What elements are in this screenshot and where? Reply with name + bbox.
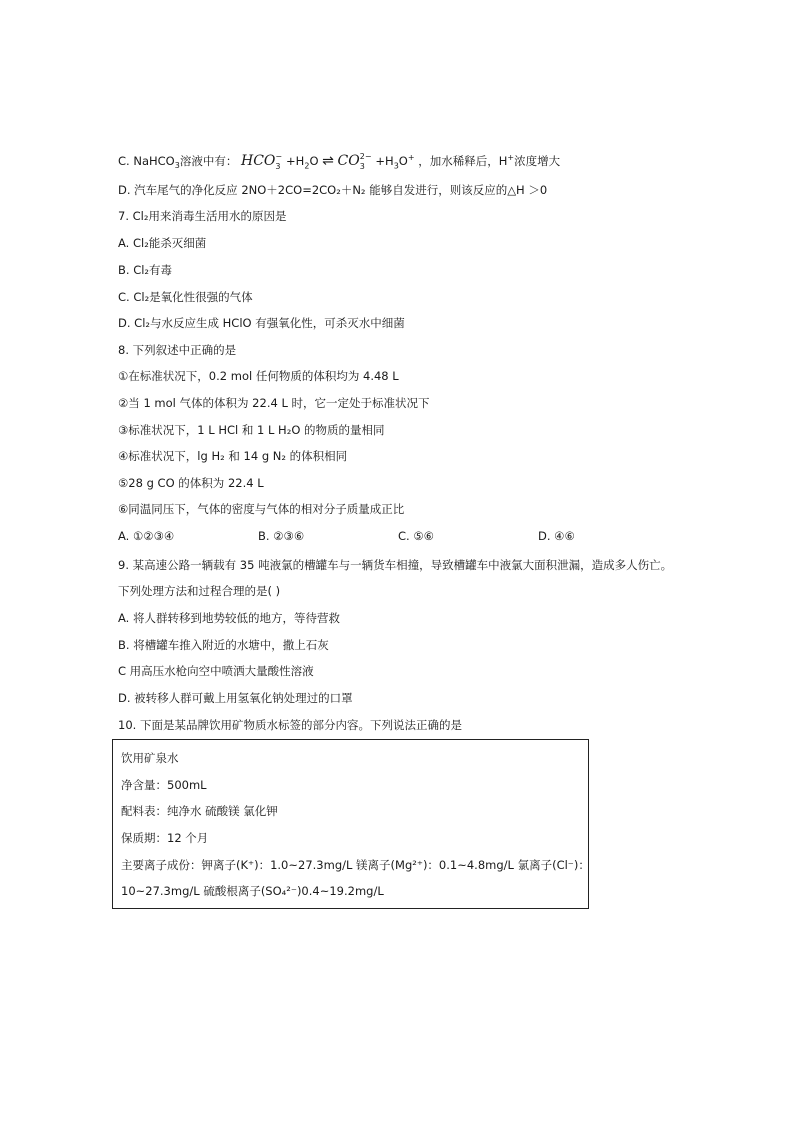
q9-stem-2: 下列处理方法和过程合理的是( ) <box>118 584 281 598</box>
q8-statement-6: ⑥同温同压下，气体的密度与气体的相对分子质量成正比 <box>118 502 405 516</box>
equilibrium-arrow-icon: ⇌ <box>322 152 334 169</box>
option-c-prefix: C. NaHCO <box>118 153 175 168</box>
q7-option-d: D. Cl₂与水反应生成 HClO 有强氧化性，可杀灭水中细菌 <box>118 316 405 330</box>
equation: HCO − 3 $+H_2O$ ⇌ CO 2− 3 $+H_3O^+$ <box>240 151 415 171</box>
q8-statement-4: ④标准状况下，lg H₂ 和 14 g N₂ 的体积相同 <box>118 449 348 463</box>
q8-statement-5: ⑤28 g CO 的体积为 22.4 L <box>118 476 264 490</box>
q10-stem: 10. 下面是某品牌饮用矿物质水标签的部分内容。下列说法正确的是 <box>118 718 462 732</box>
q9-option-c: C 用高压水枪向空中喷洒大量酸性溶液 <box>118 664 314 678</box>
q8-option-c: C. ⑤⑥ <box>398 529 434 543</box>
q7-option-a: A. Cl₂能杀灭细菌 <box>118 236 207 250</box>
q7-stem: 7. Cl₂用来消毒生活用水的原因是 <box>118 209 287 223</box>
label-net-content: 净含量：500mL <box>121 778 207 792</box>
label-title: 饮用矿泉水 <box>121 751 179 765</box>
q7-option-b: B. Cl₂有毒 <box>118 263 173 277</box>
q8-stem: 8. 下列叙述中正确的是 <box>118 343 237 357</box>
q7-option-c: C. Cl₂是氧化性很强的气体 <box>118 290 253 304</box>
q8-option-b: B. ②③⑥ <box>258 529 305 543</box>
q8-statement-1: ①在标准状况下，0.2 mol 任何物质的体积均为 4.48 L <box>118 369 399 383</box>
q9-option-d: D. 被转移人群可戴上用氢氧化钠处理过的口罩 <box>118 691 353 705</box>
q9-option-b: B. 将槽罐车推入附近的水塘中，撒上石灰 <box>118 638 329 652</box>
label-ions-1: 主要离子成份：钾离子(K⁺)：1.0~27.3mg/L 镁离子(Mg²⁺)：0.1~4.8mg/L 氯离子(Cl⁻)： <box>121 858 590 872</box>
q8-option-d: D. ④⑥ <box>538 529 575 543</box>
option-d: D. 汽车尾气的净化反应 2NO＋2CO=2CO₂＋N₂ 能够自发进行，则该反应的△H ＞0 <box>118 183 548 197</box>
label-ions-2: 10~27.3mg/L 硫酸根离子(SO₄²⁻)0.4~19.2mg/L <box>121 884 384 898</box>
q8-statement-3: ③标准状况下，1 L HCl 和 1 L H₂O 的物质的量相同 <box>118 423 385 437</box>
q9-option-a: A. 将人群转移到地势较低的地方，等待营救 <box>118 611 340 625</box>
q8-option-a: A. ①②③④ <box>118 529 175 543</box>
option-c: C. NaHCO$_3$溶液中有： HCO − 3 $+H_2O$ ⇌ CO 2− 3 $+H_3O^+$ ，加水稀释后，H+浓度增大 <box>118 151 561 171</box>
q9-stem: 9. 某高速公路一辆载有 35 吨液氯的槽罐车与一辆货车相撞，导致槽罐车中液氯大面积泄漏，造成多人伤亡。 <box>118 558 673 572</box>
label-shelf-life: 保质期：12 个月 <box>121 831 209 845</box>
product-label-box <box>112 739 589 909</box>
q8-statement-2: ②当 1 mol 气体的体积为 22.4 L 时，它一定处于标准状况下 <box>118 396 430 410</box>
label-ingredients: 配料表：纯净水 硫酸镁 氯化钾 <box>121 804 278 818</box>
